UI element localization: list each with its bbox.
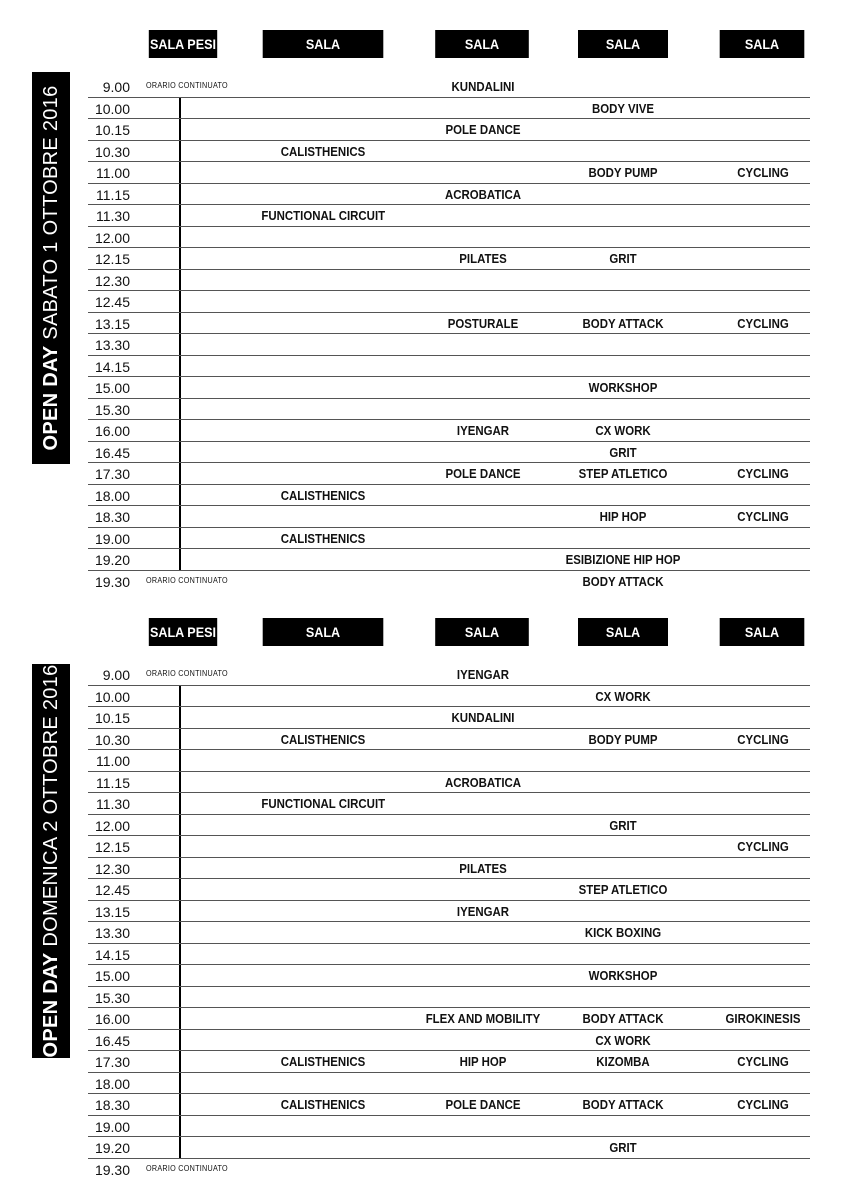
class-olistica: IYENGAR	[456, 903, 510, 919]
room-header	[0, 30, 850, 80]
table-row	[0, 485, 850, 507]
time-label: 15.30	[94, 989, 130, 1006]
time-label: 10.00	[94, 100, 130, 117]
time-label: 18.00	[94, 1075, 130, 1092]
table-row	[0, 356, 850, 378]
time-label: 9.00	[102, 79, 130, 95]
time-label: 9.00	[102, 667, 130, 683]
table-row	[0, 377, 850, 399]
open-day-label: OPEN DAY	[40, 952, 62, 1058]
continuous-hours-note: ORARIO CONTINUATO	[146, 1163, 228, 1173]
class-fitness: BODY PUMP	[588, 731, 658, 747]
time-label: 13.15	[94, 903, 130, 920]
time-label: 17.30	[94, 466, 130, 482]
class-indoor: CYCLING	[737, 731, 789, 747]
table-row	[0, 686, 850, 708]
table-row	[0, 772, 850, 794]
day-date-label: DOMENICA 2 OTTOBRE 2016	[40, 664, 62, 947]
class-olistica: HIP HOP	[459, 1054, 507, 1069]
class-fitness: STEP ATLETICO	[578, 882, 668, 897]
time-label: 11.15	[96, 186, 130, 203]
class-olistica: PILATES	[459, 251, 507, 266]
class-fitness: GRIT	[609, 444, 637, 460]
class-fitness: CX WORK	[595, 423, 651, 438]
class-fitness: CX WORK	[595, 688, 651, 704]
time-label: 13.15	[94, 315, 130, 332]
time-label: 12.00	[94, 817, 130, 834]
class-olistica: FLEX AND MOBILITY	[425, 1011, 541, 1026]
class-olistica: POLE DANCE	[445, 122, 521, 137]
room-sala-pesi: SALA PESI	[149, 618, 217, 646]
time-label: 11.00	[96, 753, 130, 769]
table-row	[0, 1137, 850, 1159]
table-row	[0, 528, 850, 550]
time-label: 18.30	[94, 1097, 130, 1113]
room-sala-calisthenics: SALA CALISTHENICS	[263, 618, 384, 646]
table-row	[0, 184, 850, 206]
class-fitness: BODY ATTACK	[582, 1097, 664, 1112]
time-label: 11.00	[96, 165, 130, 181]
table-row	[0, 141, 850, 163]
time-label: 11.30	[96, 796, 130, 812]
table-row	[0, 879, 850, 901]
table-row	[0, 793, 850, 815]
room-header	[0, 618, 850, 668]
room-sala-indoor: SALA INDOOR	[720, 30, 805, 58]
time-label: 11.30	[96, 208, 130, 224]
table-row	[0, 119, 850, 141]
class-olistica: IYENGAR	[456, 667, 510, 682]
class-fitness: WORKSHOP	[588, 380, 658, 395]
class-calisthenics: CALISTHENICS	[280, 731, 366, 747]
class-olistica: POLE DANCE	[445, 1097, 521, 1112]
time-label: 11.15	[96, 774, 130, 791]
time-label: 12.15	[94, 839, 130, 855]
class-fitness: KIZOMBA	[596, 1054, 650, 1069]
room-sala-indoor: SALA INDOOR	[720, 618, 805, 646]
table-row	[0, 463, 850, 485]
table-row	[0, 664, 850, 686]
room-sala-calisthenics: SALA CALISTHENICS	[263, 30, 384, 58]
class-indoor: CYCLING	[737, 509, 789, 524]
time-label: 18.00	[94, 487, 130, 504]
time-label: 19.20	[94, 1140, 130, 1156]
table-row	[0, 815, 850, 837]
time-label: 10.00	[94, 688, 130, 705]
class-calisthenics: CALISTHENICS	[280, 143, 366, 159]
table-row	[0, 1094, 850, 1116]
time-label: 17.30	[94, 1054, 130, 1070]
time-label: 19.00	[94, 1118, 130, 1135]
class-indoor: CYCLING	[737, 315, 789, 331]
time-label: 10.30	[94, 143, 130, 160]
time-label: 14.15	[94, 946, 130, 963]
class-fitness: ESIBIZIONE HIP HOP	[565, 552, 681, 567]
continuous-hours-note: ORARIO CONTINUATO	[146, 669, 228, 678]
time-label: 16.45	[94, 444, 130, 461]
timetable-rows	[0, 664, 850, 1180]
time-label: 12.30	[94, 272, 130, 289]
table-row	[0, 858, 850, 880]
class-olistica: ACROBATICA	[444, 186, 522, 202]
time-label: 19.00	[94, 530, 130, 547]
table-row	[0, 399, 850, 421]
class-olistica: PILATES	[459, 860, 507, 876]
table-row	[0, 334, 850, 356]
continuous-hours-note: ORARIO CONTINUATO	[146, 81, 228, 90]
table-row	[0, 270, 850, 292]
class-fitness: KICK BOXING	[584, 925, 662, 940]
table-row	[0, 506, 850, 528]
table-row	[0, 944, 850, 966]
table-row	[0, 1008, 850, 1030]
room-sala-fitness: SALA FITNESS	[578, 618, 668, 646]
class-fitness: BODY ATTACK	[582, 1011, 664, 1026]
table-row	[0, 227, 850, 249]
class-olistica: KUNDALINI	[451, 79, 515, 94]
class-indoor: GIROKINESIS	[725, 1011, 801, 1026]
time-label: 12.15	[94, 251, 130, 267]
time-label: 15.30	[94, 401, 130, 418]
class-calisthenics: CALISTHENICS	[280, 1054, 366, 1069]
time-label: 12.30	[94, 860, 130, 877]
open-day-label: OPEN DAY	[40, 345, 62, 451]
room-sala-pesi: SALA PESI	[149, 30, 217, 58]
table-row	[0, 987, 850, 1009]
class-indoor: CYCLING	[737, 165, 789, 180]
time-label: 18.30	[94, 509, 130, 525]
table-row	[0, 571, 850, 593]
room-sala-olistica: SALA OLISTICA	[435, 30, 529, 58]
time-label: 14.15	[94, 358, 130, 375]
table-row	[0, 836, 850, 858]
table-row	[0, 291, 850, 313]
time-label: 16.45	[94, 1032, 130, 1049]
class-indoor: CYCLING	[737, 1054, 789, 1069]
class-indoor: CYCLING	[737, 1097, 789, 1112]
class-indoor: CYCLING	[737, 466, 789, 481]
time-label: 15.00	[94, 380, 130, 396]
class-fitness: GRIT	[609, 251, 637, 266]
room-sala-fitness: SALA FITNESS	[578, 30, 668, 58]
continuous-hours-note: ORARIO CONTINUATO	[146, 575, 228, 585]
class-fitness: BODY PUMP	[588, 165, 658, 180]
class-fitness: GRIT	[609, 1140, 637, 1155]
time-label: 12.45	[94, 294, 130, 310]
time-label: 13.30	[94, 337, 130, 353]
class-fitness: BODY VIVE	[591, 100, 655, 116]
time-label: 12.00	[94, 229, 130, 246]
table-row	[0, 750, 850, 772]
time-label: 19.20	[94, 552, 130, 568]
class-fitness: STEP ATLETICO	[578, 466, 668, 481]
table-row	[0, 1051, 850, 1073]
class-olistica: KUNDALINI	[451, 710, 515, 725]
time-label: 19.30	[94, 1161, 130, 1178]
time-label: 10.15	[94, 710, 130, 726]
time-label: 13.30	[94, 925, 130, 941]
table-row	[0, 420, 850, 442]
class-fitness: GRIT	[609, 817, 637, 833]
day-date-label: SABATO 1 OTTOBRE 2016	[40, 85, 62, 340]
table-row	[0, 965, 850, 987]
table-row	[0, 98, 850, 120]
class-indoor: CYCLING	[737, 839, 789, 854]
class-fitness: HIP HOP	[599, 509, 647, 524]
table-row	[0, 162, 850, 184]
class-calisthenics: CALISTHENICS	[280, 1097, 366, 1112]
class-calisthenics: FUNCTIONAL CIRCUIT	[261, 208, 386, 223]
time-label: 16.00	[94, 423, 130, 439]
class-calisthenics: CALISTHENICS	[280, 530, 366, 546]
table-row	[0, 707, 850, 729]
table-row	[0, 76, 850, 98]
timetable-rows	[0, 76, 850, 592]
time-label: 10.30	[94, 731, 130, 748]
class-olistica: POLE DANCE	[445, 466, 521, 481]
table-row	[0, 1116, 850, 1138]
table-row	[0, 1030, 850, 1052]
time-label: 19.30	[94, 573, 130, 590]
class-calisthenics: CALISTHENICS	[280, 487, 366, 503]
class-fitness: BODY ATTACK	[582, 315, 664, 331]
class-calisthenics: FUNCTIONAL CIRCUIT	[261, 796, 386, 811]
time-label: 12.45	[94, 882, 130, 898]
class-olistica: ACROBATICA	[444, 774, 522, 790]
room-sala-olistica: SALA OLISTICA	[435, 618, 529, 646]
table-row	[0, 1073, 850, 1095]
table-row	[0, 922, 850, 944]
class-fitness: WORKSHOP	[588, 968, 658, 983]
time-label: 16.00	[94, 1011, 130, 1027]
table-row	[0, 442, 850, 464]
class-fitness: BODY ATTACK	[582, 573, 664, 589]
class-olistica: POSTURALE	[447, 315, 519, 331]
table-row	[0, 901, 850, 923]
class-fitness: CX WORK	[595, 1032, 651, 1048]
table-row	[0, 1159, 850, 1181]
class-olistica: IYENGAR	[456, 423, 510, 438]
table-row	[0, 549, 850, 571]
table-row	[0, 205, 850, 227]
time-label: 10.15	[94, 122, 130, 138]
table-row	[0, 248, 850, 270]
table-row	[0, 313, 850, 335]
time-label: 15.00	[94, 968, 130, 984]
table-row	[0, 729, 850, 751]
